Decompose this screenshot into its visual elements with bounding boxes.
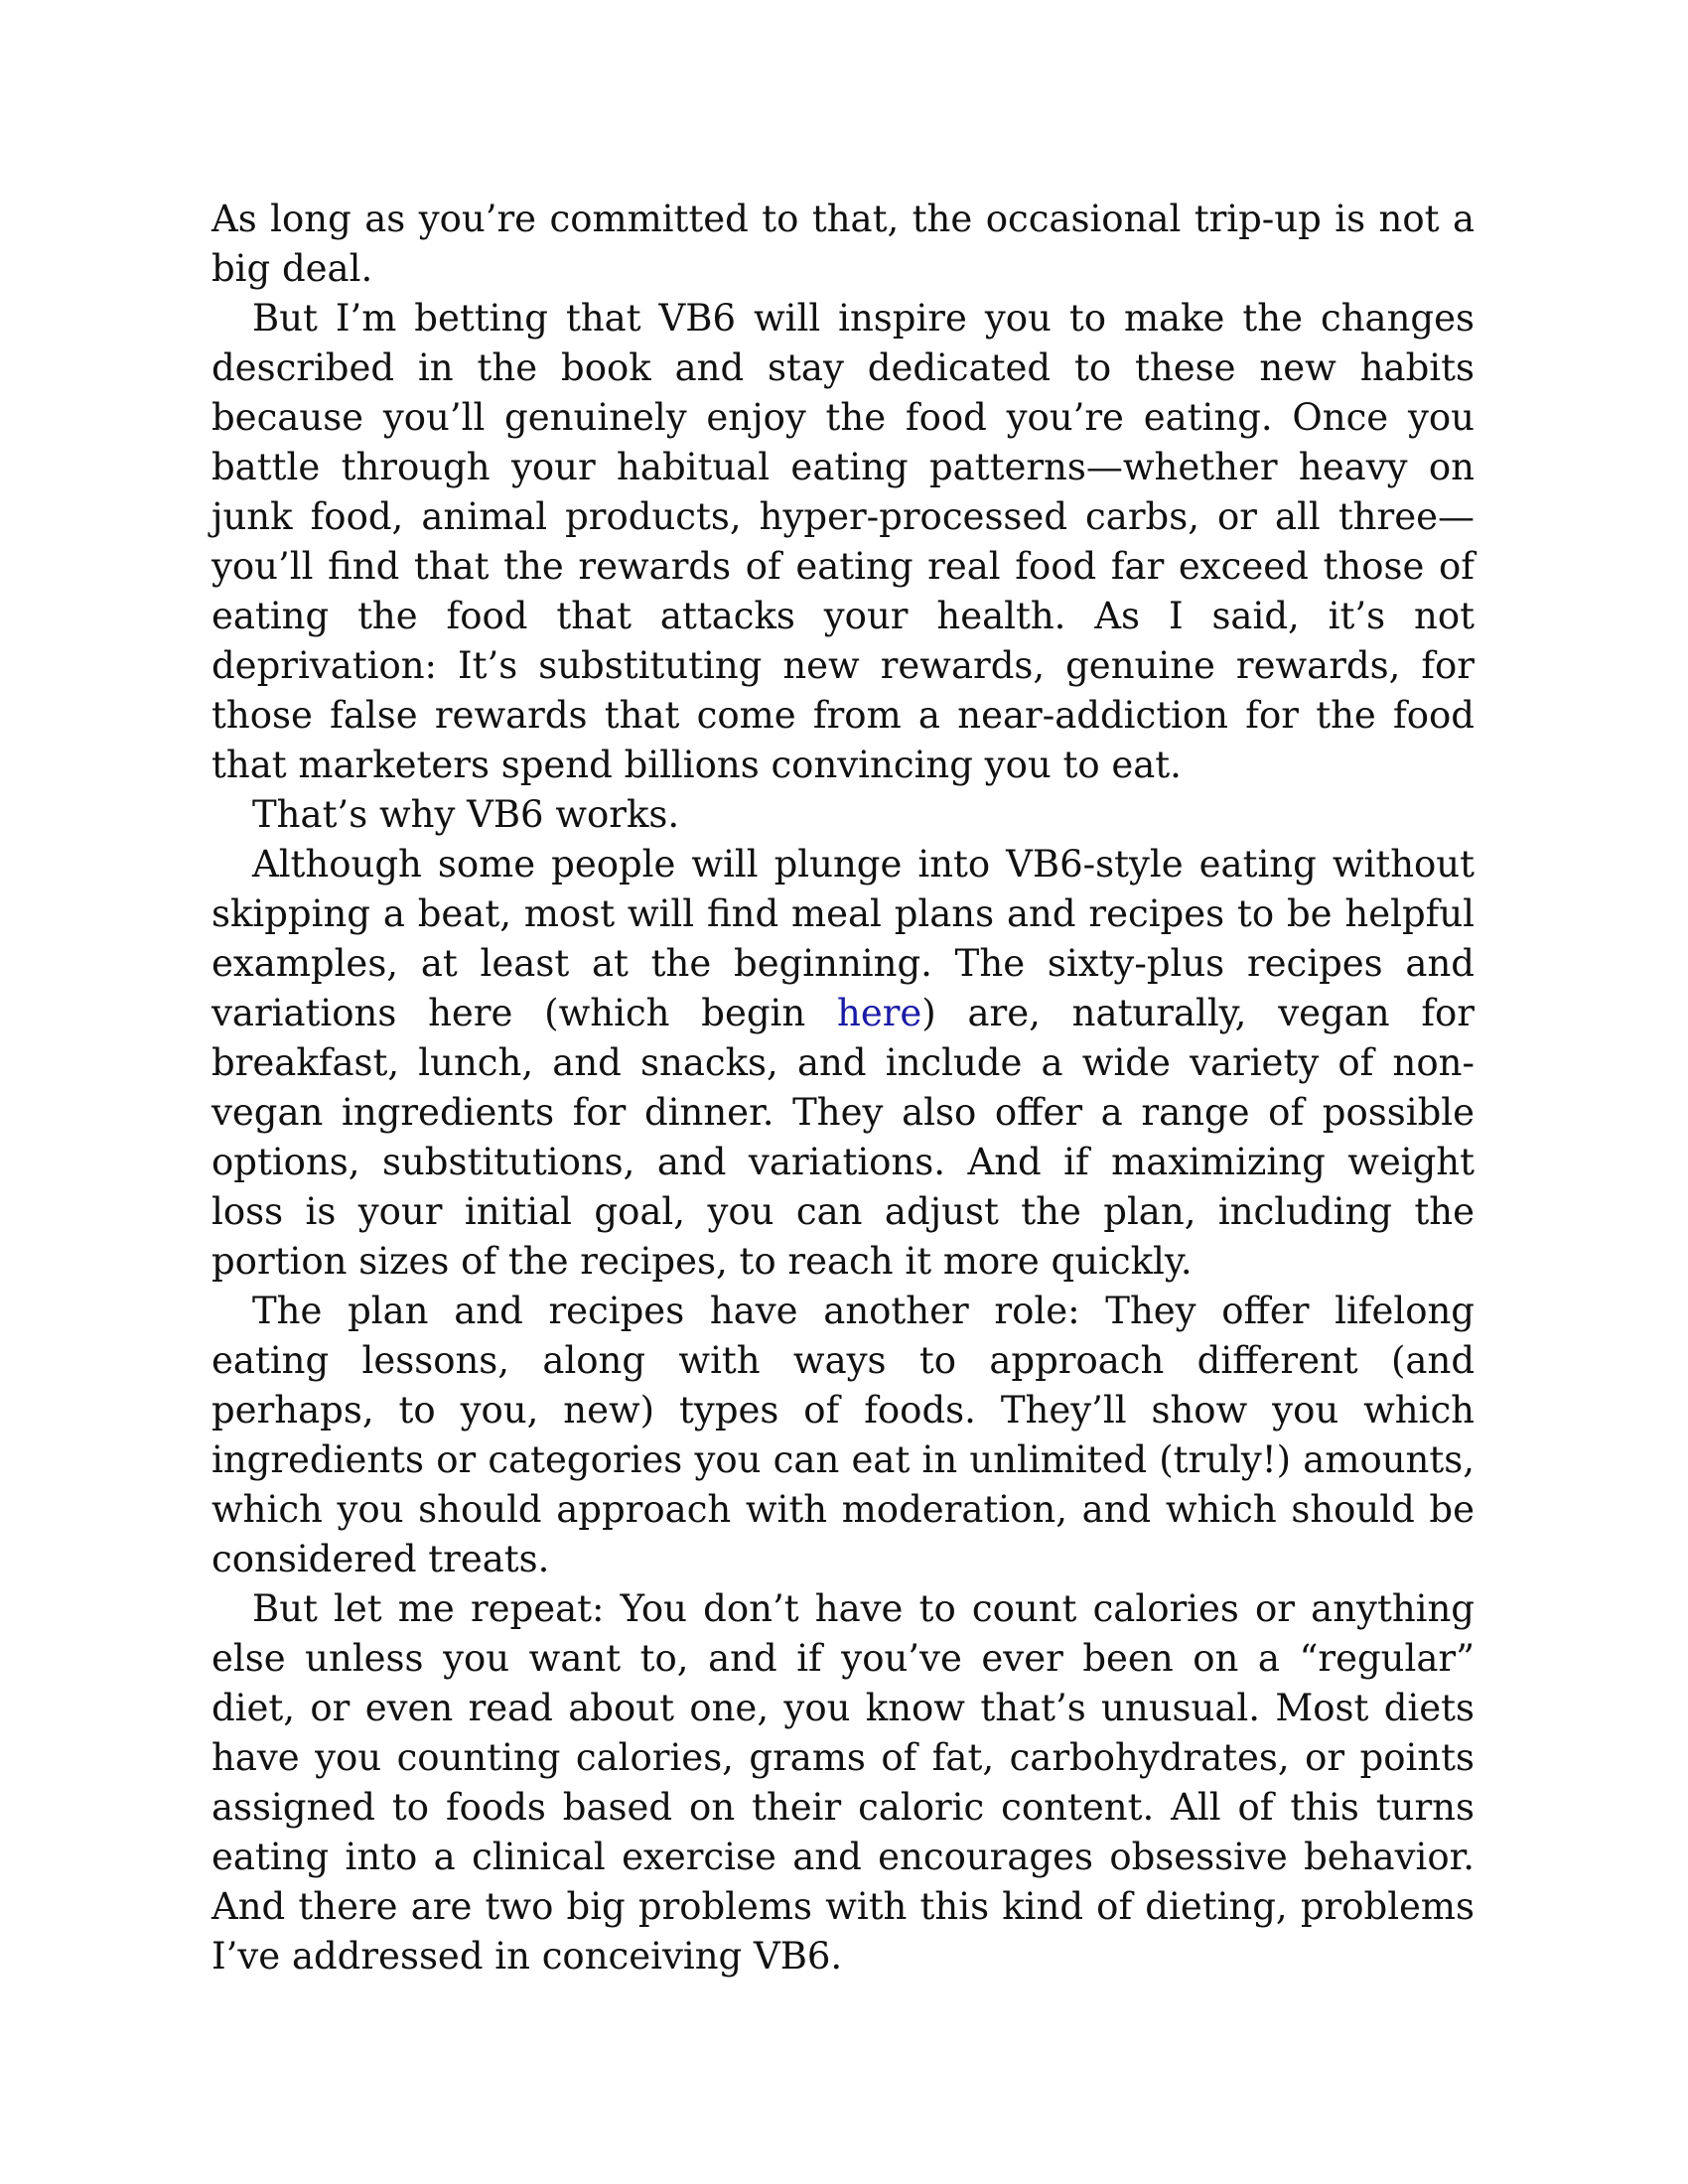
paragraph-6: But let me repeat: You don’t have to count calories or anything else unless you want to, and if you’ve ever been on a “regular” diet, or even read about one, you know that’s unusual. Most diets have you counting calories, grams of fat, carbohydrates, or points assigned to foods based on their caloric content. All of this turns eating into a clinical exercise and encourages obsessive behavior. And there are two big problems with this kind of dieting, problems I’ve addressed in conceiving VB6. — [211, 1587, 1475, 1978]
paragraph-4 — [211, 840, 1475, 1287]
paragraph-4-text-after: ) are, naturally, vegan for breakfast, lunch, and snacks, and include a wide variety of non-vegan ingredients for dinner. They also offer a range of possible options, substitutions, and variations. And if maximizing weight loss is your initial goal, you can adjust the plan, including the portion sizes of the recipes, to reach it more quickly. — [211, 992, 1475, 1283]
paragraph-1: As long as you’re committed to that, the occasional trip-up is not a big deal. — [211, 198, 1475, 290]
paragraph-2: But I’m betting that VB6 will inspire you to make the changes described in the book and stay dedicated to these new habits because you’ll genuinely enjoy the food you’re eating. Once you battle through your habitual eating patterns—whether heavy on junk food, animal products, hyper-processed carbs, or all three—you’ll find that the rewards of eating real food far exceed those of eating the food that attacks your health. As I said, it’s not deprivation: It’s substituting new rewards, genuine rewards, for those false rewards that come from a near-addiction for the food that marketers spend billions convincing you to eat. — [211, 297, 1475, 786]
paragraph-4-text-before: Although some people will plunge into VB6-style eating without skipping a beat, most will find meal plans and recipes to be helpful examples, at least at the beginning. The sixty-plus recipes and variations here (which begin — [211, 843, 1475, 1034]
paragraph-3: That’s why VB6 works. — [252, 793, 680, 836]
paragraph-5: The plan and recipes have another role: They offer lifelong eating lessons, along with ways to approach different (and perhaps, to you, new) types of foods. They’ll show you which ingredients or categories you can eat in unlimited (truly!) amounts, which you should approach with moderation, and which should be considered treats. — [211, 1290, 1475, 1580]
recipes-here-link[interactable]: here — [836, 992, 922, 1034]
page-body — [211, 195, 1475, 1981]
